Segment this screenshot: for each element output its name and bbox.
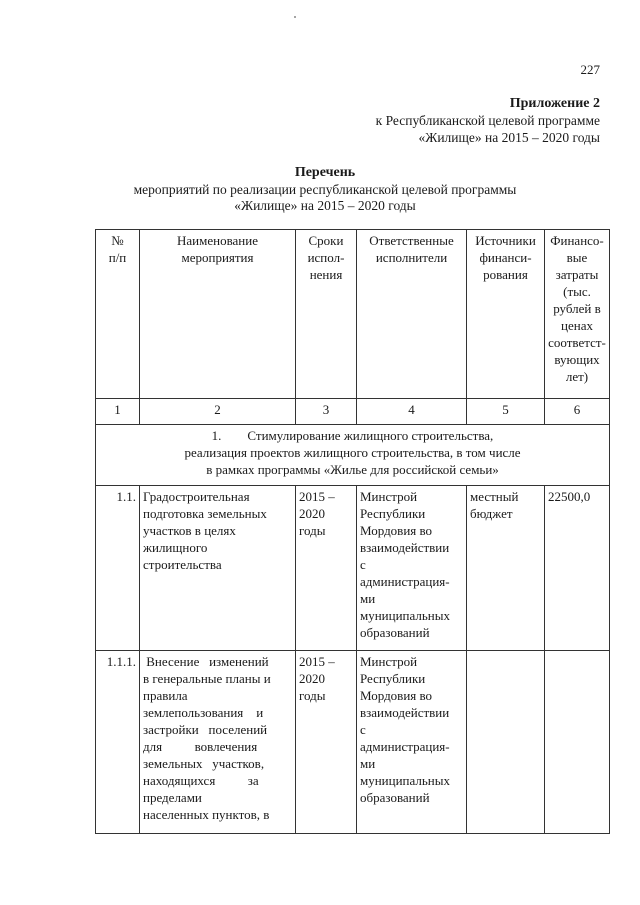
cell-line: с (360, 722, 366, 737)
cell-line: годы (299, 523, 326, 538)
cell-line: находящихся за (143, 773, 259, 788)
cell-line: населенных пунктов, в (143, 807, 270, 822)
cell-line: мероприятия (181, 250, 254, 265)
cell-line: Республики (360, 671, 426, 686)
cell-line: строительства (143, 557, 222, 572)
cell-line: ми (360, 756, 376, 771)
row-name (140, 486, 296, 651)
appendix-title: Приложение 2 (509, 96, 600, 111)
section-title (96, 425, 610, 486)
row-responsible (357, 651, 467, 834)
row-term (296, 651, 357, 834)
cell-line: рования (483, 267, 528, 282)
column-number: 1 (96, 399, 140, 425)
heading-line-2: «Жилище» на 2015 – 2020 годы (234, 198, 416, 213)
column-number: 3 (296, 399, 357, 425)
heading-title: Перечень (294, 165, 356, 180)
cell-line: рублей в (553, 301, 601, 316)
cell-line: Республики (360, 506, 426, 521)
section-line-1: 1. Стимулирование жилищного строительства, (211, 428, 494, 443)
row-source (467, 486, 545, 651)
cell-line: муниципальных (360, 773, 451, 788)
cell-line: подготовка земельных (143, 506, 267, 521)
heading-line-1: мероприятий по реализации республиканской целевой программы (133, 181, 517, 197)
row-responsible (357, 486, 467, 651)
header-resp (357, 230, 467, 399)
cell-line: годы (299, 688, 326, 703)
cell-line: местный (470, 489, 519, 504)
cell-line: земельных участков, (143, 756, 265, 771)
cell-line: жилищного (143, 540, 208, 555)
header-cost (545, 230, 610, 399)
cell-line: ми (360, 591, 376, 606)
cell-line: для вовлечения (143, 739, 258, 754)
cell-line: вующих (554, 352, 600, 367)
column-number: 4 (357, 399, 467, 425)
section-row (96, 425, 610, 486)
cell-line: пределами (143, 790, 202, 805)
cell-line: Источники (475, 233, 536, 248)
cell-line: финанси- (479, 250, 532, 265)
appendix-line-2: «Жилище» на 2015 – 2020 годы (418, 130, 600, 145)
document-heading (95, 165, 555, 215)
cell-line: бюджет (470, 506, 513, 521)
appendix-line-1: к Республиканской целевой программе (375, 113, 600, 128)
cell-line: взаимодействии (360, 540, 450, 555)
section-line-3: в рамках программы «Жилье для российской семьи» (206, 462, 499, 477)
row-cost (545, 651, 610, 834)
row-cost: 22500,0 (545, 486, 610, 651)
cell-line: затраты (555, 267, 599, 282)
header-term (296, 230, 357, 399)
row-number: 1.1. (96, 486, 140, 651)
cell-line: Мордовия во (360, 688, 433, 703)
column-number: 2 (140, 399, 296, 425)
cell-line: № (111, 233, 124, 248)
cell-line: соответст- (548, 335, 606, 350)
cell-line: нения (309, 267, 343, 282)
section-line-2: реализация проектов жилищного строительства, в том числе (184, 445, 521, 460)
header-num (96, 230, 140, 399)
cell-line: администрация- (360, 739, 450, 754)
cell-line: 2020 (299, 671, 325, 686)
cell-line: Мордовия во (360, 523, 433, 538)
cell-line: образований (360, 790, 430, 805)
cell-line: Наименование (177, 233, 258, 248)
appendix-block (280, 95, 600, 146)
cell-line: Сроки (308, 233, 344, 248)
cell-line: застройки поселений (143, 722, 268, 737)
cell-line: Финансо- (550, 233, 604, 248)
measures-table (95, 229, 610, 834)
cell-line: Минстрой (360, 489, 418, 504)
column-number: 5 (467, 399, 545, 425)
cell-line: вые (566, 250, 588, 265)
column-number-row (96, 399, 610, 425)
cell-line: землепользования и (143, 705, 264, 720)
cell-line: взаимодействии (360, 705, 450, 720)
cell-line: Минстрой (360, 654, 418, 669)
cell-line: образований (360, 625, 430, 640)
table-header-row (96, 230, 610, 399)
cell-line: исполнители (375, 250, 448, 265)
cell-line: Внесение изменений (143, 654, 269, 669)
cell-line: ценах (561, 318, 593, 333)
cell-line: участков в целях (143, 523, 236, 538)
cell-line: в генеральные планы и (143, 671, 271, 686)
cell-line: 2020 (299, 506, 325, 521)
cell-line: администрация- (360, 574, 450, 589)
header-source (467, 230, 545, 399)
cell-line: Ответственные (369, 233, 454, 248)
scan-speck (294, 16, 296, 18)
cell-line: 2015 – (299, 489, 335, 504)
cell-line: Градостроительная (143, 489, 250, 504)
cell-line: п/п (108, 250, 127, 265)
table-row (96, 651, 610, 834)
cell-line: муниципальных (360, 608, 451, 623)
table-row (96, 486, 610, 651)
cell-line: правила (143, 688, 188, 703)
header-name (140, 230, 296, 399)
page-number: 227 (580, 62, 600, 77)
row-term (296, 486, 357, 651)
cell-line: с (360, 557, 366, 572)
row-name (140, 651, 296, 834)
cell-line: испол- (307, 250, 345, 265)
column-number: 6 (545, 399, 610, 425)
row-source (467, 651, 545, 834)
cell-line: (тыс. (563, 284, 591, 299)
cell-line: 2015 – (299, 654, 335, 669)
cell-line: лет) (565, 369, 589, 384)
row-number: 1.1.1. (96, 651, 140, 834)
